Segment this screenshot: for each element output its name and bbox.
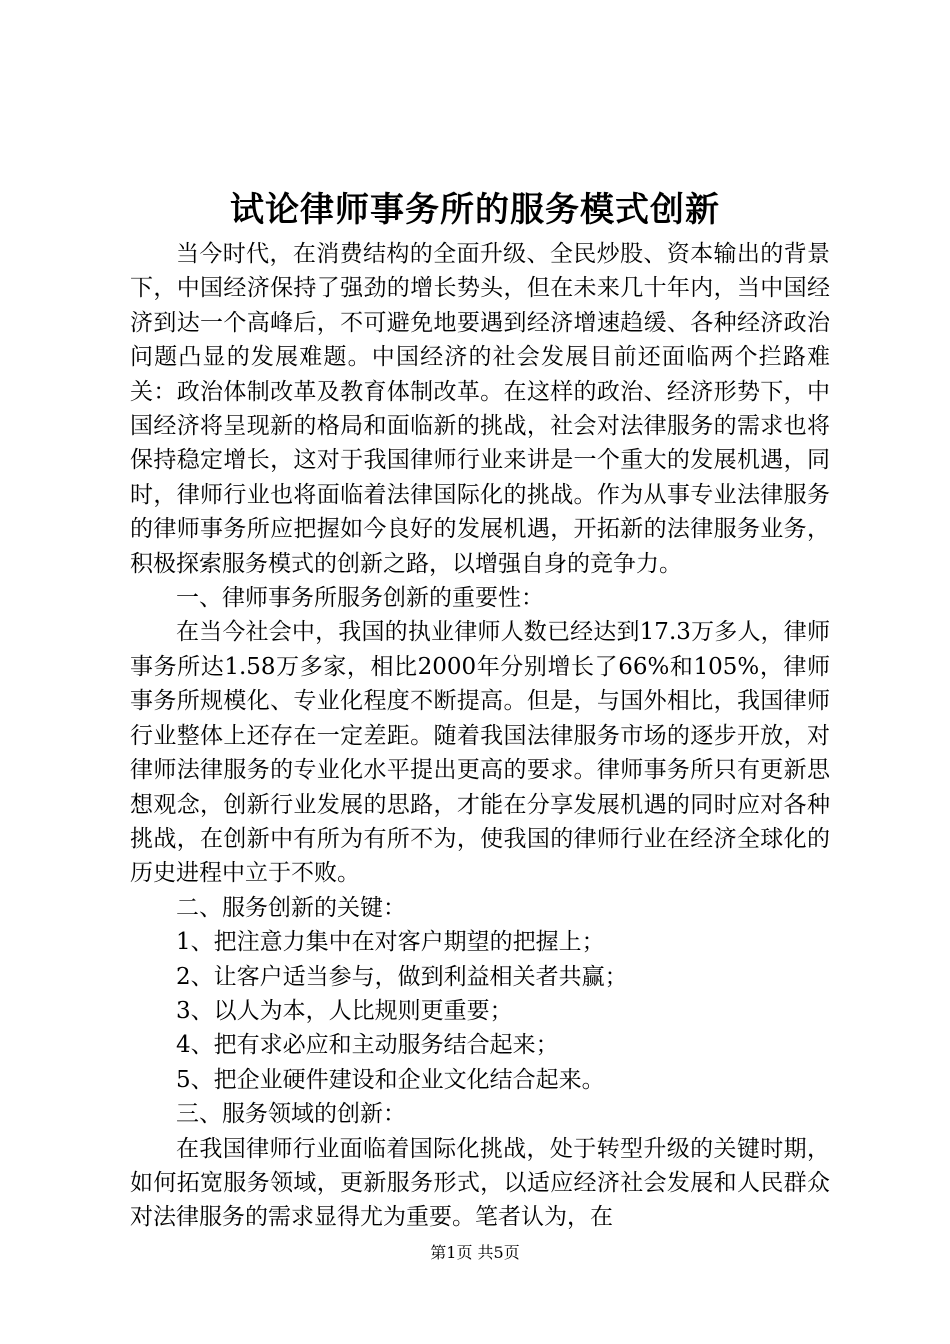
paragraph-domain: 在我国律师行业面临着国际化挑战，处于转型升级的关键时期，如何拓宽服务领域，更新服务形式，以适应经济社会发展和人民群众对法律服务的需求显得尤为重要。笔者认为，在 (130, 1135, 830, 1231)
section-heading-domain: 三、服务领域的创新： (176, 1101, 406, 1128)
paragraph-intro: 当今时代，在消费结构的全面升级、全民炒股、资本输出的背景下，中国经济保持了强劲的增长势头，但在未来几十年内，当中国经济到达一个高峰后，不可避免地要遇到经济增速趋缓、各种经济政治问题凸显的发展难题。中国经济的社会发展目前还面临两个拦路难关：政治体制改革及教育体制改革。在这样的政治、经济形势下，中国经济将呈现新的格局和面临新的挑战，社会对法律服务的需求也将保持稳定增长，这对于我国律师行业来讲是一个重大的发展机遇，同时，律师行业也将面临着法律国际化的挑战。作为从事专业法律服务的律师事务所应把握如今良好的发展机遇，开拓新的法律服务业务，积极探索服务模式的创新之路，以增强自身的竞争力。 (130, 241, 830, 577)
paragraph-importance: 在当今社会中，我国的执业律师人数已经达到17.3万多人，律师事务所达1.58万多家，相比2000年分别增长了66%和105%，律师事务所规模化、专业化程度不断提高。但是，与国外相比，我国律师行业整体上还存在一定差距。随着我国法律服务市场的逐步开放，对律师法律服务的专业化水平提出更高的要求。律师事务所只有更新思想观念，创新行业发展的思路，才能在分享发展机遇的同时应对各种挑战，在创新中有所为有所不为，使我国的律师行业在经济全球化的历史进程中立于不败。 (130, 619, 830, 887)
list-item: 1、把注意力集中在对客户期望的把握上； (176, 929, 605, 956)
list-item: 4、把有求必应和主动服务结合起来； (176, 1032, 559, 1059)
list-item: 2、让客户适当参与，做到利益相关者共赢； (176, 963, 628, 990)
section-heading-importance: 一、律师事务所服务创新的重要性： (176, 585, 544, 612)
document-title: 试论律师事务所的服务模式创新 (230, 190, 720, 230)
list-item: 3、以人为本，人比规则更重要； (176, 997, 513, 1024)
page-footer: 第1页 共5页 (430, 1243, 520, 1262)
document-body (130, 237, 830, 1235)
list-item: 5、把企业硬件建设和企业文化结合起来。 (176, 1066, 605, 1093)
section-heading-key: 二、服务创新的关键： (176, 894, 406, 921)
